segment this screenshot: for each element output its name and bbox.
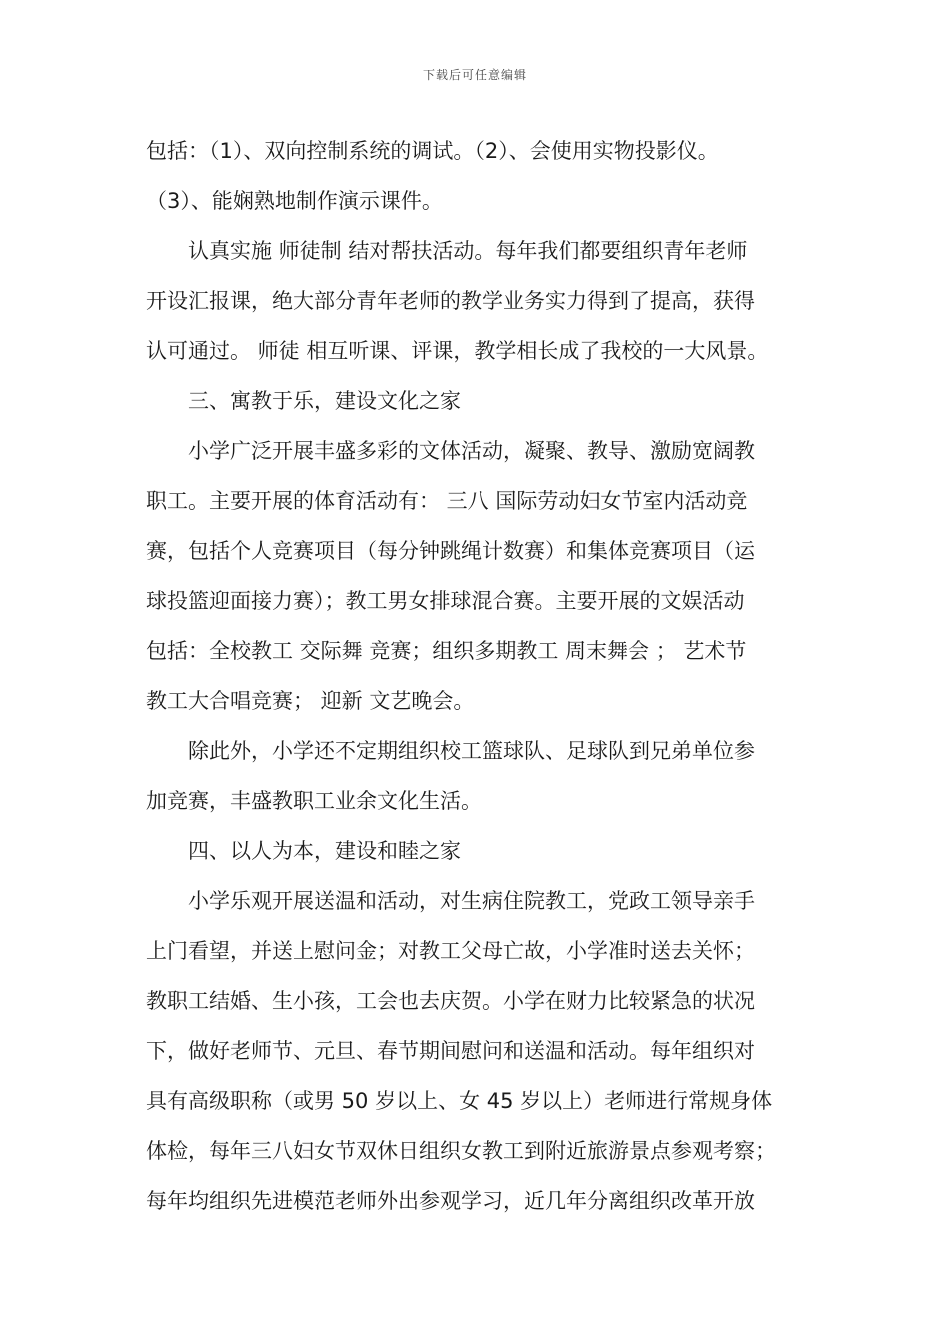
paragraph-line: 除此外，小学还不定期组织校工篮球队、足球队到兄弟单位参	[188, 739, 755, 763]
paragraph-line: 开设汇报课，绝大部分青年老师的教学业务实力得到了提高，获得	[146, 289, 755, 313]
section-heading: 三、寓教于乐，建设文化之家	[188, 389, 461, 413]
paragraph-line: 具有高级职称（或男 50 岁以上、女 45 岁以上）老师进行常规身体	[146, 1089, 773, 1113]
page-header: 下载后可任意编辑	[422, 68, 527, 82]
section-heading: 四、以人为本，建设和睦之家	[188, 839, 461, 863]
paragraph-line: 认真实施 师徒制 结对帮扶活动。每年我们都要组织青年老师	[188, 239, 748, 263]
paragraph-line: 认可通过。 师徒 相互听课、评课，教学相长成了我校的一大风景。	[146, 339, 769, 363]
paragraph-line: 下，做好老师节、元旦、春节期间慰问和送温和活动。每年组织对	[146, 1039, 755, 1063]
paragraph-line: 赛，包括个人竞赛项目（每分钟跳绳计数赛）和集体竞赛项目（运	[146, 539, 755, 563]
paragraph-line: 小学广泛开展丰盛多彩的文体活动，凝聚、教导、激励宽阔教	[188, 439, 755, 463]
paragraph-line: 教职工结婚、生小孩，工会也去庆贺。小学在财力比较紧急的状况	[146, 989, 755, 1013]
paragraph-line: 小学乐观开展送温和活动，对生病住院教工，党政工领导亲手	[188, 889, 755, 913]
paragraph-line: 包括：全校教工 交际舞 竞赛；组织多期教工 周末舞会 ； 艺术节	[146, 639, 747, 663]
paragraph-line: 体检，每年三八妇女节双休日组织女教工到附近旅游景点参观考察；	[146, 1139, 776, 1163]
paragraph-line: 上门看望，并送上慰问金；对教工父母亡故，小学准时送去关怀；	[146, 939, 755, 963]
paragraph-line: 加竞赛，丰盛教职工业余文化生活。	[146, 789, 482, 813]
paragraph-line: 包括：（1）、双向控制系统的调试。（2）、会使用实物投影仪。	[146, 139, 719, 163]
paragraph-line: 教工大合唱竞赛； 迎新 文艺晚会。	[146, 689, 475, 713]
paragraph-line: 职工。主要开展的体育活动有： 三八 国际劳动妇女节室内活动竞	[146, 489, 748, 513]
document-body	[146, 126, 810, 1226]
paragraph-line: 每年均组织先进模范老师外出参观学习，近几年分离组织改革开放	[146, 1189, 755, 1213]
paragraph-line: （3）、能娴熟地制作演示课件。	[146, 189, 443, 213]
paragraph-line: 球投篮迎面接力赛）；教工男女排球混合赛。主要开展的文娱活动	[146, 589, 745, 613]
